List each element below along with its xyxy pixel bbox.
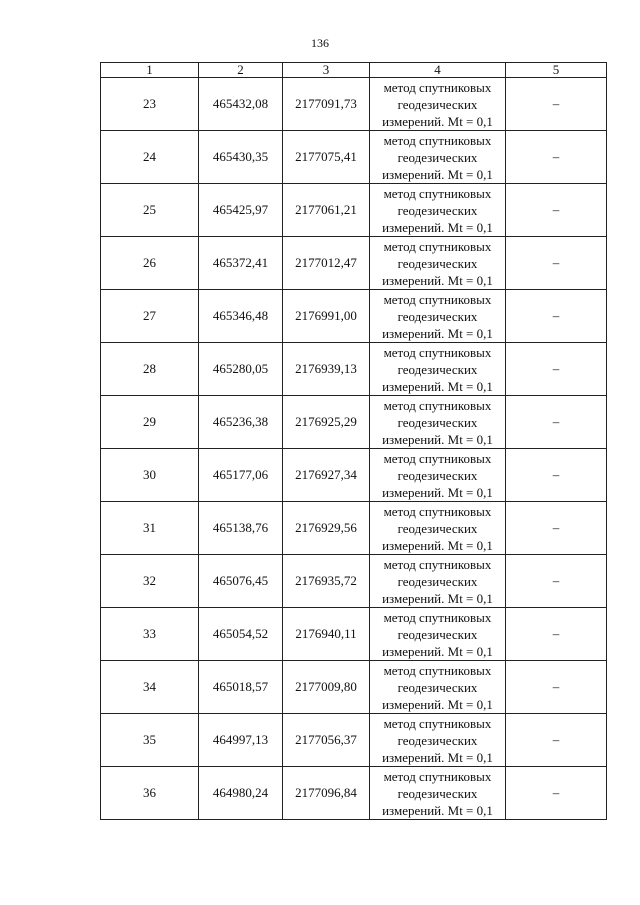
page-number: 136 xyxy=(311,36,329,50)
method-line: измерений. Mt = 0,1 xyxy=(382,802,493,818)
method-line: геодезических xyxy=(397,96,478,112)
point-number-cell: 23 xyxy=(101,78,199,131)
method-line: метод спутниковых xyxy=(383,132,492,148)
y-coordinate-cell: 2176991,00 xyxy=(283,290,370,343)
method-line: измерений. Mt = 0,1 xyxy=(382,590,493,606)
y-coordinate-cell: 2176929,56 xyxy=(283,502,370,555)
coordinates-table xyxy=(100,62,607,820)
method-cell xyxy=(370,608,506,661)
method-cell xyxy=(370,449,506,502)
y-coordinate-cell: 2176927,34 xyxy=(283,449,370,502)
point-number-cell: 32 xyxy=(101,555,199,608)
table-header-row xyxy=(101,63,607,78)
point-number-cell: 33 xyxy=(101,608,199,661)
table-row xyxy=(101,396,607,449)
method-line: геодезических xyxy=(397,573,478,589)
method-line: измерений. Mt = 0,1 xyxy=(382,113,493,129)
method-line: измерений. Mt = 0,1 xyxy=(382,378,493,394)
y-coordinate-cell: 2177061,21 xyxy=(283,184,370,237)
x-coordinate-cell: 465054,52 xyxy=(199,608,283,661)
method-line: геодезических xyxy=(397,202,478,218)
y-coordinate-cell: 2177096,84 xyxy=(283,767,370,820)
point-number-cell: 30 xyxy=(101,449,199,502)
y-coordinate-cell: 2177091,73 xyxy=(283,78,370,131)
table-row xyxy=(101,767,607,820)
method-line: геодезических xyxy=(397,308,478,324)
x-coordinate-cell: 465432,08 xyxy=(199,78,283,131)
method-cell xyxy=(370,78,506,131)
column-header-2: 2 xyxy=(199,63,283,78)
dash-cell: – xyxy=(506,714,607,767)
point-number-cell: 35 xyxy=(101,714,199,767)
dash-cell: – xyxy=(506,131,607,184)
method-line: измерений. Mt = 0,1 xyxy=(382,272,493,288)
method-line: измерений. Mt = 0,1 xyxy=(382,696,493,712)
method-line: метод спутниковых xyxy=(383,238,492,254)
method-line: измерений. Mt = 0,1 xyxy=(382,166,493,182)
method-line: измерений. Mt = 0,1 xyxy=(382,484,493,500)
x-coordinate-cell: 465018,57 xyxy=(199,661,283,714)
x-coordinate-cell: 465425,97 xyxy=(199,184,283,237)
x-coordinate-cell: 464997,13 xyxy=(199,714,283,767)
point-number-cell: 27 xyxy=(101,290,199,343)
method-cell xyxy=(370,290,506,343)
method-line: геодезических xyxy=(397,679,478,695)
method-cell xyxy=(370,131,506,184)
method-line: метод спутниковых xyxy=(383,291,492,307)
method-line: геодезических xyxy=(397,149,478,165)
dash-cell: – xyxy=(506,767,607,820)
method-line: метод спутниковых xyxy=(383,556,492,572)
method-line: геодезических xyxy=(397,255,478,271)
method-line: геодезических xyxy=(397,785,478,801)
dash-cell: – xyxy=(506,555,607,608)
dash-cell: – xyxy=(506,290,607,343)
y-coordinate-cell: 2177075,41 xyxy=(283,131,370,184)
x-coordinate-cell: 465076,45 xyxy=(199,555,283,608)
column-header-1: 1 xyxy=(101,63,199,78)
dash-cell: – xyxy=(506,343,607,396)
y-coordinate-cell: 2176935,72 xyxy=(283,555,370,608)
method-cell xyxy=(370,555,506,608)
dash-cell: – xyxy=(506,396,607,449)
method-line: метод спутниковых xyxy=(383,715,492,731)
dash-cell: – xyxy=(506,608,607,661)
column-header-4: 4 xyxy=(370,63,506,78)
table-row xyxy=(101,449,607,502)
column-header-5: 5 xyxy=(506,63,607,78)
method-line: измерений. Mt = 0,1 xyxy=(382,749,493,765)
method-line: метод спутниковых xyxy=(383,344,492,360)
table-row xyxy=(101,608,607,661)
method-cell xyxy=(370,396,506,449)
point-number-cell: 31 xyxy=(101,502,199,555)
dash-cell: – xyxy=(506,237,607,290)
table-body xyxy=(101,78,607,820)
y-coordinate-cell: 2176939,13 xyxy=(283,343,370,396)
point-number-cell: 29 xyxy=(101,396,199,449)
method-line: геодезических xyxy=(397,361,478,377)
x-coordinate-cell: 464980,24 xyxy=(199,767,283,820)
method-line: метод спутниковых xyxy=(383,450,492,466)
method-line: метод спутниковых xyxy=(383,609,492,625)
method-line: измерений. Mt = 0,1 xyxy=(382,431,493,447)
y-coordinate-cell: 2176940,11 xyxy=(283,608,370,661)
method-line: геодезических xyxy=(397,414,478,430)
method-line: измерений. Mt = 0,1 xyxy=(382,219,493,235)
method-cell xyxy=(370,343,506,396)
method-line: измерений. Mt = 0,1 xyxy=(382,643,493,659)
table-row xyxy=(101,661,607,714)
dash-cell: – xyxy=(506,184,607,237)
method-line: геодезических xyxy=(397,626,478,642)
point-number-cell: 34 xyxy=(101,661,199,714)
point-number-cell: 36 xyxy=(101,767,199,820)
method-cell xyxy=(370,502,506,555)
y-coordinate-cell: 2176925,29 xyxy=(283,396,370,449)
method-line: метод спутниковых xyxy=(383,185,492,201)
table-row xyxy=(101,502,607,555)
point-number-cell: 25 xyxy=(101,184,199,237)
table-row xyxy=(101,237,607,290)
point-number-cell: 28 xyxy=(101,343,199,396)
method-line: измерений. Mt = 0,1 xyxy=(382,325,493,341)
method-line: геодезических xyxy=(397,520,478,536)
column-header-3: 3 xyxy=(283,63,370,78)
dash-cell: – xyxy=(506,449,607,502)
method-line: метод спутниковых xyxy=(383,397,492,413)
x-coordinate-cell: 465138,76 xyxy=(199,502,283,555)
table-row xyxy=(101,714,607,767)
method-line: метод спутниковых xyxy=(383,662,492,678)
x-coordinate-cell: 465177,06 xyxy=(199,449,283,502)
method-line: метод спутниковых xyxy=(383,503,492,519)
table-row xyxy=(101,555,607,608)
method-cell xyxy=(370,661,506,714)
method-cell xyxy=(370,237,506,290)
x-coordinate-cell: 465372,41 xyxy=(199,237,283,290)
method-cell xyxy=(370,714,506,767)
table-row xyxy=(101,131,607,184)
method-line: измерений. Mt = 0,1 xyxy=(382,537,493,553)
y-coordinate-cell: 2177056,37 xyxy=(283,714,370,767)
method-cell xyxy=(370,767,506,820)
method-line: геодезических xyxy=(397,467,478,483)
method-line: геодезических xyxy=(397,732,478,748)
dash-cell: – xyxy=(506,78,607,131)
x-coordinate-cell: 465430,35 xyxy=(199,131,283,184)
dash-cell: – xyxy=(506,502,607,555)
x-coordinate-cell: 465346,48 xyxy=(199,290,283,343)
table-row xyxy=(101,184,607,237)
point-number-cell: 26 xyxy=(101,237,199,290)
table-row xyxy=(101,78,607,131)
y-coordinate-cell: 2177009,80 xyxy=(283,661,370,714)
x-coordinate-cell: 465236,38 xyxy=(199,396,283,449)
method-cell xyxy=(370,184,506,237)
table-row xyxy=(101,343,607,396)
method-line: метод спутниковых xyxy=(383,79,492,95)
method-line: метод спутниковых xyxy=(383,768,492,784)
point-number-cell: 24 xyxy=(101,131,199,184)
table-row xyxy=(101,290,607,343)
dash-cell: – xyxy=(506,661,607,714)
y-coordinate-cell: 2177012,47 xyxy=(283,237,370,290)
x-coordinate-cell: 465280,05 xyxy=(199,343,283,396)
